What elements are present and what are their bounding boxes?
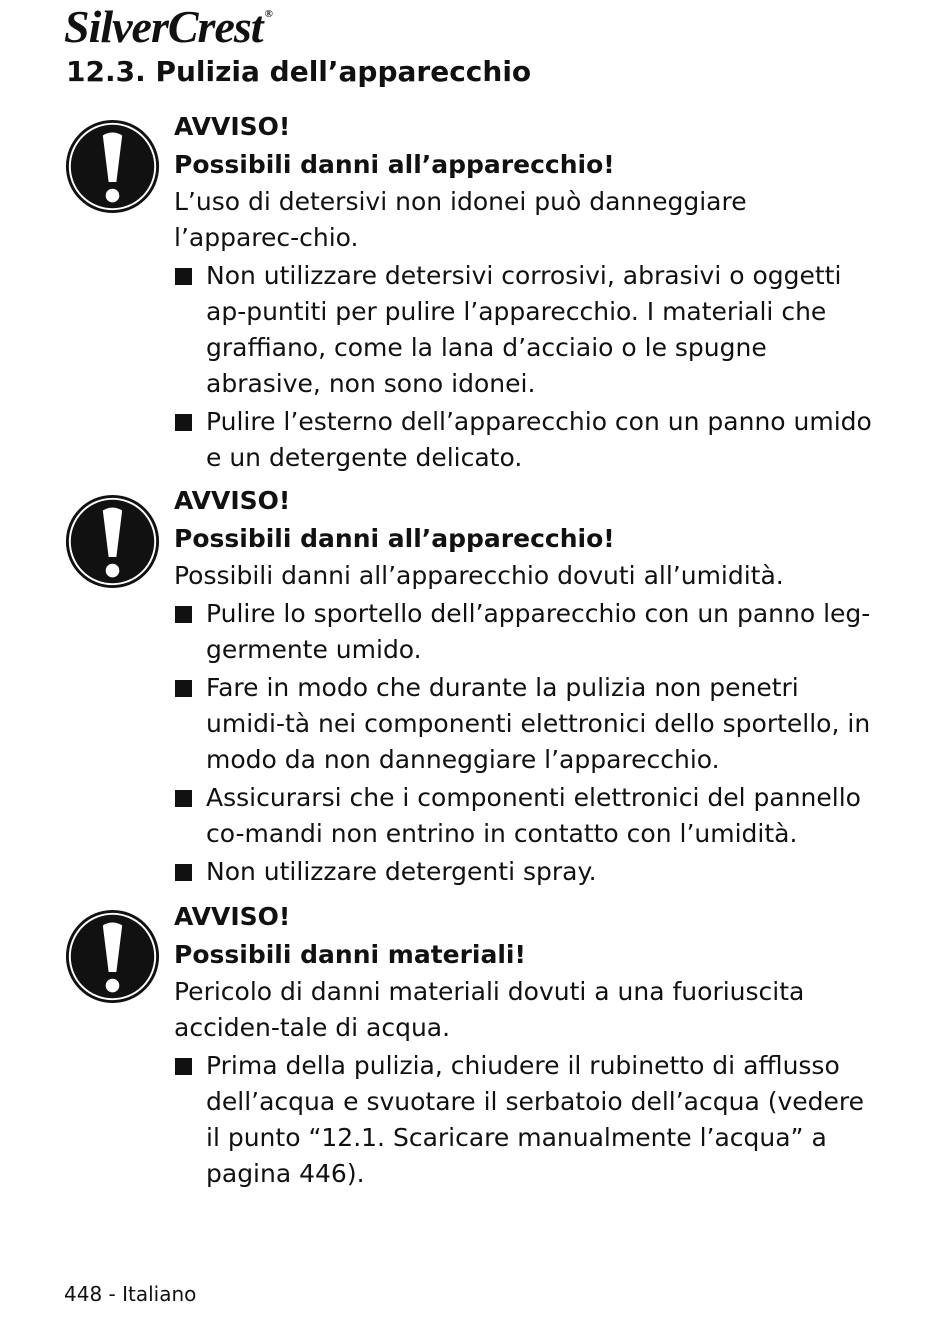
list-item (174, 258, 874, 402)
exclamation-icon (64, 118, 161, 215)
warning-title: AVVISO! (174, 486, 291, 515)
warning-block-1 (174, 108, 874, 478)
bullet-square-icon (175, 680, 192, 697)
bullet-square-icon (175, 1058, 192, 1075)
list-item-text: Pulire l’esterno dell’apparecchio con un panno umido e un detergente delicato. (206, 407, 872, 472)
list-item-text: Pulire lo sportello dell’apparecchio con un panno leg-germente umido. (206, 599, 871, 664)
page-footer: 448 - Italiano (64, 1282, 197, 1306)
bullet-list (174, 596, 874, 890)
bullet-list (174, 1048, 874, 1192)
bullet-square-icon (175, 268, 192, 285)
bullet-square-icon (175, 864, 192, 881)
warning-subtitle: Possibili danni all’apparecchio! (174, 150, 615, 179)
warning-block-2 (174, 482, 874, 892)
list-item-text: Assicurarsi che i componenti elettronici del pannello co-mandi non entrino in contatto con l’umidità. (206, 783, 861, 848)
list-item (174, 854, 874, 890)
list-item (174, 780, 874, 852)
registered-mark: ® (264, 8, 272, 20)
list-item-text: Non utilizzare detersivi corrosivi, abrasivi o oggetti ap-puntiti per pulire l’apparecchio. I materiali che graffiano, come la lana d’acciaio o le spugne abrasive, non sono idonei. (206, 261, 842, 398)
warning-text: Possibili danni all’apparecchio dovuti all’umidità. (174, 561, 784, 590)
list-item-text: Prima della pulizia, chiudere il rubinetto di afflusso dell’acqua e svuotare il serbatoio dell’acqua (vedere il punto “12.1. Scaricare manualmente l’acqua” a pagina 446). (206, 1051, 865, 1188)
list-item (174, 670, 874, 778)
list-item (174, 596, 874, 668)
section-title: 12.3. Pulizia dell’apparecchio (66, 55, 532, 88)
warning-text: L’uso di detersivi non idonei può danneggiare l’apparec-chio. (174, 187, 747, 252)
warning-subtitle: Possibili danni all’apparecchio! (174, 524, 615, 553)
list-item-text: Non utilizzare detergenti spray. (206, 857, 597, 886)
bullet-square-icon (175, 790, 192, 807)
brand-name: SilverCrest (64, 1, 263, 52)
list-item (174, 404, 874, 476)
silvercrest-logo (64, 0, 272, 53)
bullet-list (174, 258, 874, 476)
warning-subtitle: Possibili danni materiali! (174, 940, 526, 969)
list-item (174, 1048, 874, 1192)
warning-title: AVVISO! (174, 902, 291, 931)
warning-title: AVVISO! (174, 112, 291, 141)
bullet-square-icon (175, 414, 192, 431)
list-item-text: Fare in modo che durante la pulizia non penetri umidi-tà nei componenti elettronici dello sportello, in modo da non danneggiare l’apparecchio. (206, 673, 871, 774)
warning-block-3 (174, 898, 874, 1194)
bullet-square-icon (175, 606, 192, 623)
exclamation-icon (64, 493, 161, 590)
warning-text: Pericolo di danni materiali dovuti a una fuoriuscita acciden-tale di acqua. (174, 977, 805, 1042)
exclamation-icon (64, 908, 161, 1005)
